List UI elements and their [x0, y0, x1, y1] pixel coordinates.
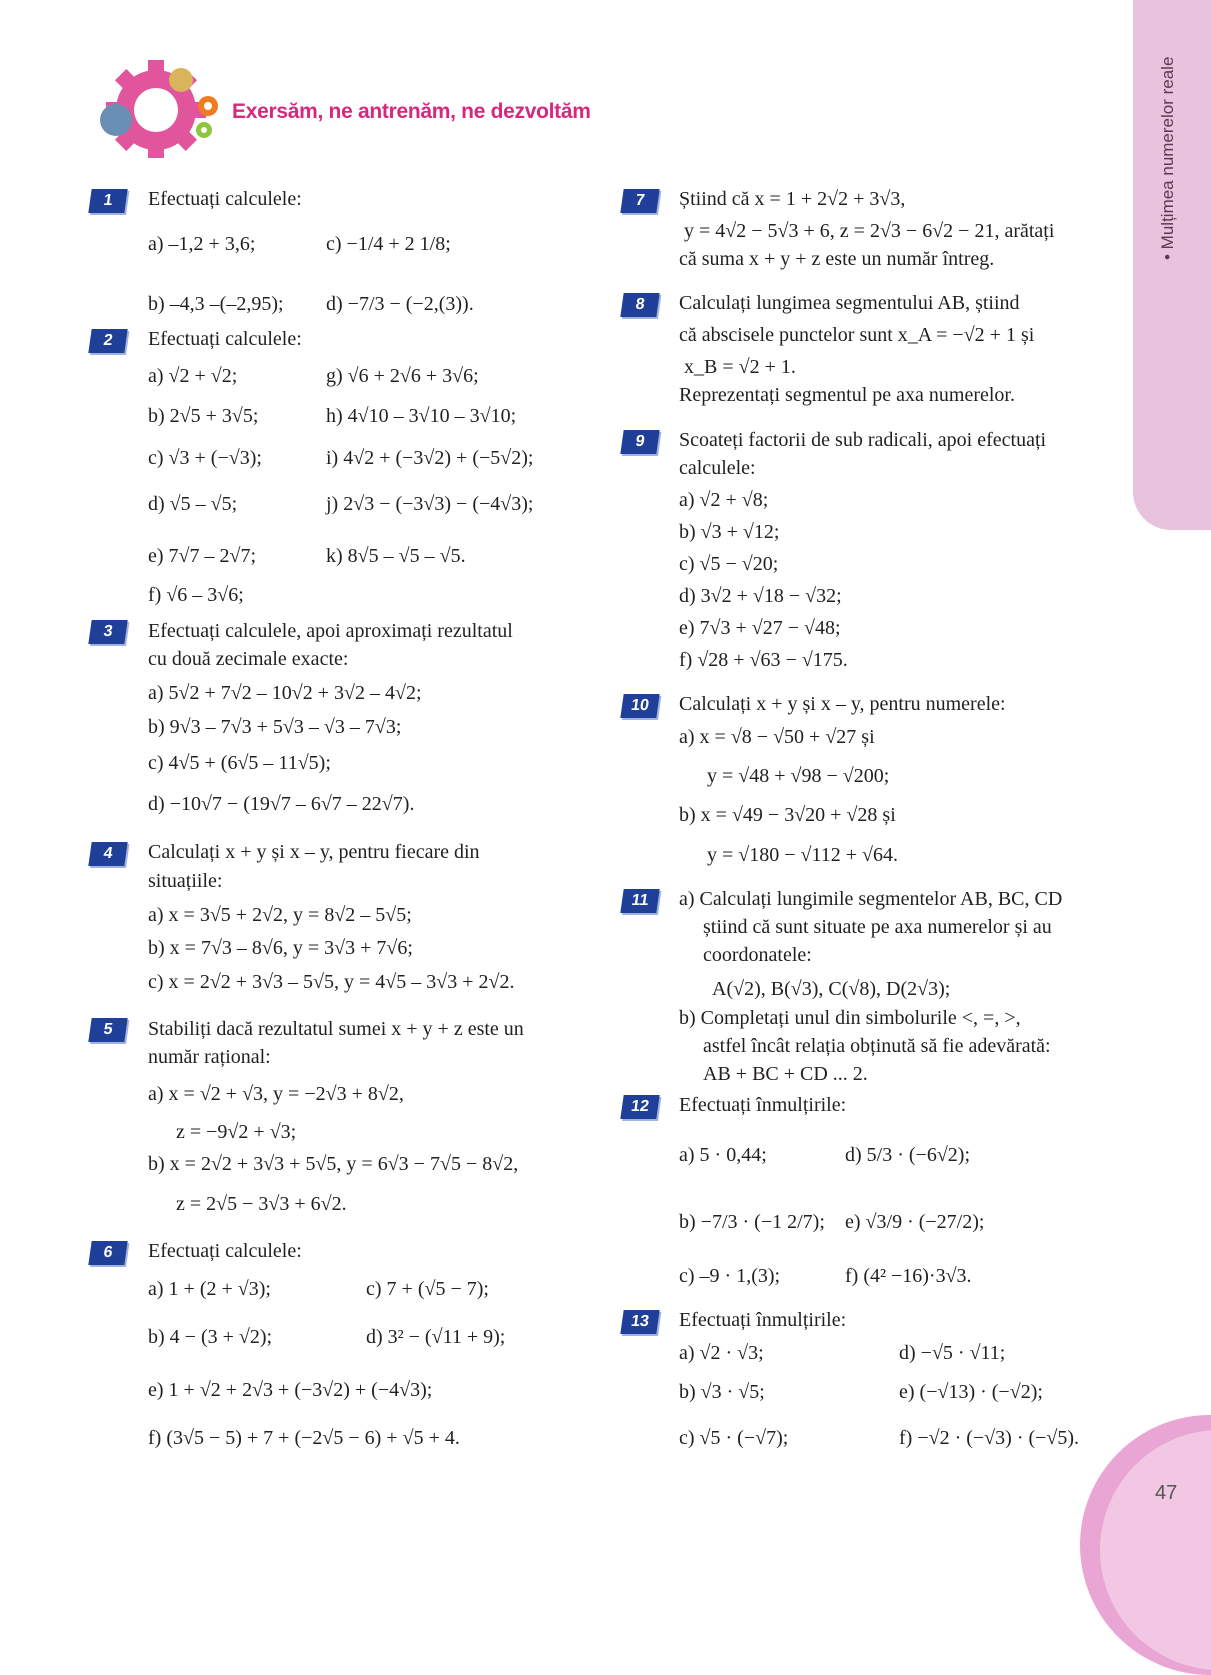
exercise-text: Reprezentați segmentul pe axa numerelor.: [679, 384, 1015, 406]
exercise-item: c) 7 + (√5 − 7);: [366, 1278, 489, 1300]
exercise-item: c) −1/4 + 2 1/8;: [326, 233, 451, 255]
page-number: 47: [1155, 1482, 1178, 1504]
exercise-item: a) 5√2 + 7√2 – 10√2 + 3√2 – 4√2;: [148, 682, 422, 704]
exercise-item: f) √6 – 3√6;: [148, 584, 244, 606]
chapter-title: • Mulțimea numerelor reale: [1158, 56, 1177, 260]
exercise-item: z = 2√5 − 3√3 + 6√2.: [176, 1193, 347, 1215]
exercise-item: c) √5 · (−√7);: [679, 1427, 789, 1449]
exercise-title: Efectuați calculele, apoi aproximați rezultatul: [148, 620, 513, 642]
exercise-text: Calculați x + y și x – y, pentru numerele:: [679, 693, 1006, 715]
exercise-text: Scoateți factorii de sub radicali, apoi efectuați: [679, 429, 1047, 451]
exercise-item: y = √48 + √98 − √200;: [707, 765, 890, 787]
exercise-item: d) 5/3 · (−6√2);: [845, 1144, 971, 1166]
exercise-title: Efectuați calculele:: [148, 328, 302, 350]
exercise-text: că suma x + y + z este un număr întreg.: [679, 248, 995, 270]
exercise-item: d) −√5 · √11;: [899, 1342, 1006, 1364]
exercise-item: f) √28 + √63 − √175.: [679, 649, 848, 671]
exercise-item: k) 8√5 – √5 – √5.: [326, 545, 466, 567]
exercise-text: știind că sunt situate pe axa numerelor și au: [703, 916, 1052, 938]
exercise-title: situațiile:: [148, 870, 223, 892]
section-heading: Exersăm, ne antrenăm, ne dezvoltăm: [232, 100, 591, 123]
exercise-item: e) 7√7 – 2√7;: [148, 545, 257, 567]
exercise-item: a) √2 + √8;: [679, 489, 769, 511]
exercise-badge: 9: [620, 430, 659, 454]
exercise-item: c) –9 · 1,(3);: [679, 1265, 781, 1287]
exercise-text: AB + BC + CD ... 2.: [703, 1063, 868, 1085]
exercise-badge: 12: [620, 1095, 659, 1119]
exercise-item: d) −10√7 − (19√7 – 6√7 – 22√7).: [148, 793, 415, 815]
exercise-item: b) √3 · √5;: [679, 1381, 765, 1403]
exercise-title: Efectuați înmulțirile:: [679, 1309, 847, 1331]
exercise-item: h) 4√10 – 3√10 – 3√10;: [326, 405, 517, 427]
exercise-badge: 8: [620, 293, 659, 317]
exercise-title: număr rațional:: [148, 1046, 271, 1068]
exercise-item: y = √180 − √112 + √64.: [707, 844, 899, 866]
exercise-item: b) 9√3 – 7√3 + 5√3 – √3 – 7√3;: [148, 716, 402, 738]
exercise-item: b) x = 2√2 + 3√3 + 5√5, y = 6√3 − 7√5 − 8√2,: [148, 1153, 519, 1175]
exercise-text: calculele:: [679, 457, 756, 479]
exercise-text: coordonatele:: [703, 944, 812, 966]
exercise-item: a) x = √8 − √50 + √27 și: [679, 726, 875, 748]
exercise-item: a) 1 + (2 + √3);: [148, 1278, 271, 1300]
exercise-badge: 11: [620, 889, 659, 913]
exercise-title: Calculați x + y și x – y, pentru fiecare din: [148, 841, 480, 863]
exercise-text: Calculați lungimea segmentului AB, știind: [679, 292, 1020, 314]
exercise-badge: 2: [88, 329, 127, 353]
exercise-item: e) (−√13) · (−√2);: [899, 1381, 1043, 1403]
exercise-badge: 4: [88, 842, 127, 866]
exercise-item: c) √5 − √20;: [679, 553, 779, 575]
exercise-text: Știind că x = 1 + 2√2 + 3√3,: [679, 188, 906, 210]
exercise-item: a) √2 + √2;: [148, 365, 238, 387]
exercise-title: Efectuați calculele:: [148, 188, 302, 210]
exercise-title: Efectuați înmulțirile:: [679, 1094, 847, 1116]
exercise-badge: 1: [88, 189, 127, 213]
exercise-badge: 3: [88, 620, 127, 644]
exercise-item: j) 2√3 − (−3√3) − (−4√3);: [326, 493, 534, 515]
exercise-title: Stabiliți dacă rezultatul sumei x + y + z este un: [148, 1018, 524, 1040]
exercise-title: cu două zecimale exacte:: [148, 648, 349, 670]
exercise-item: d) −7/3 − (−2,(3)).: [326, 293, 474, 315]
exercise-item: c) 4√5 + (6√5 – 11√5);: [148, 752, 331, 774]
exercise-item: b) −7/3 · (−1 2/7);: [679, 1211, 825, 1233]
exercise-item: b) x = √49 − 3√20 + √28 și: [679, 804, 896, 826]
exercise-item: e) 7√3 + √27 − √48;: [679, 617, 841, 639]
exercise-text: b) Completați unul din simbolurile <, =, >,: [679, 1007, 1021, 1029]
exercise-item: f) (4² −16)·3√3.: [845, 1265, 972, 1287]
exercise-item: b) 4 − (3 + √2);: [148, 1326, 273, 1348]
gears-logo-icon: [86, 58, 226, 158]
exercise-text: a) Calculați lungimile segmentelor AB, BC, CD: [679, 888, 1063, 910]
exercise-item: c) x = 2√2 + 3√3 – 5√5, y = 4√5 – 3√3 + 2√2.: [148, 971, 515, 993]
exercise-item: e) √3/9 · (−27/2);: [845, 1211, 985, 1233]
exercise-text: x_B = √2 + 1.: [684, 356, 796, 378]
exercise-item: b) 2√5 + 3√5;: [148, 405, 259, 427]
exercise-item: f) (3√5 − 5) + 7 + (−2√5 − 6) + √5 + 4.: [148, 1427, 460, 1449]
exercise-item: g) √6 + 2√6 + 3√6;: [326, 365, 479, 387]
exercise-badge: 10: [620, 694, 659, 718]
exercise-item: a) 5 · 0,44;: [679, 1144, 767, 1166]
exercise-badge: 13: [620, 1310, 659, 1334]
exercise-badge: 7: [620, 189, 659, 213]
exercise-text: că abscisele punctelor sunt x_A = −√2 + 1 și: [679, 324, 1035, 346]
exercise-item: a) √2 · √3;: [679, 1342, 764, 1364]
exercise-badge: 5: [88, 1018, 127, 1042]
exercise-item: a) x = √2 + √3, y = −2√3 + 8√2,: [148, 1083, 404, 1105]
exercise-item: d) 3² − (√11 + 9);: [366, 1326, 506, 1348]
exercise-item: b) –4,3 –(–2,95);: [148, 293, 284, 315]
exercise-item: b) x = 7√3 – 8√6, y = 3√3 + 7√6;: [148, 937, 413, 959]
exercise-badge: 6: [88, 1241, 127, 1265]
exercise-item: z = −9√2 + √3;: [176, 1121, 297, 1143]
exercise-item: d) 3√2 + √18 − √32;: [679, 585, 842, 607]
exercise-item: i) 4√2 + (−3√2) + (−5√2);: [326, 447, 534, 469]
exercise-text: astfel încât relația obținută să fie adevărată:: [703, 1035, 1051, 1057]
exercise-item: f) −√2 · (−√3) · (−√5).: [899, 1427, 1080, 1449]
exercise-item: c) √3 + (−√3);: [148, 447, 262, 469]
exercise-item: a) –1,2 + 3,6;: [148, 233, 256, 255]
exercise-title: Efectuați calculele:: [148, 1240, 302, 1262]
exercise-item: b) √3 + √12;: [679, 521, 780, 543]
exercise-item: e) 1 + √2 + 2√3 + (−3√2) + (−4√3);: [148, 1379, 433, 1401]
exercise-text: y = 4√2 − 5√3 + 6, z = 2√3 − 6√2 − 21, arătați: [684, 220, 1055, 242]
exercise-item: d) √5 – √5;: [148, 493, 238, 515]
exercise-item: a) x = 3√5 + 2√2, y = 8√2 – 5√5;: [148, 904, 412, 926]
exercise-item: A(√2), B(√3), C(√8), D(2√3);: [712, 978, 951, 1000]
